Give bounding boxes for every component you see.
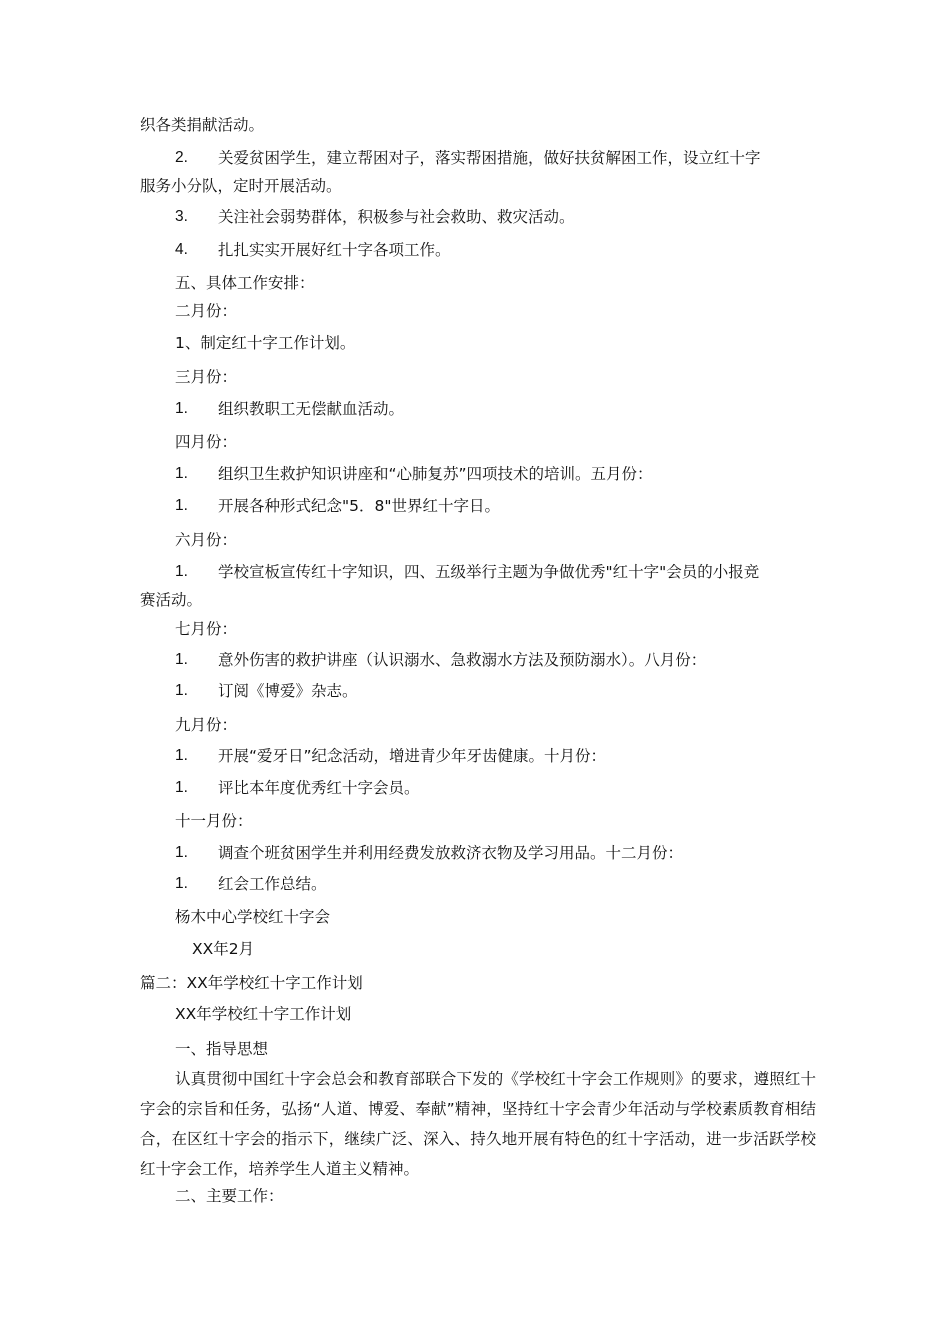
month-heading: 三月份： bbox=[175, 368, 238, 386]
list-item-text: 红会工作总结。 bbox=[218, 875, 327, 893]
document-title: XX年学校红十字工作计划 bbox=[175, 1005, 352, 1023]
list-number: 1. bbox=[175, 844, 188, 861]
list-number: 4. bbox=[175, 241, 188, 258]
list-item-text: 关爱贫困学生，建立帮困对子，落实帮困措施，做好扶贫解困工作，设立红十字 bbox=[218, 149, 761, 167]
section-heading: 二、主要工作： bbox=[175, 1187, 284, 1205]
signature-organization: 杨木中心学校红十字会 bbox=[175, 908, 331, 926]
list-item-text: 关注社会弱势群体，积极参与社会救助、救灾活动。 bbox=[218, 208, 575, 226]
signature-date: XX年2月 bbox=[192, 940, 255, 958]
text-line: 1、制定红十字工作计划。 bbox=[175, 334, 356, 352]
chapter-title: 篇二：XX年学校红十字工作计划 bbox=[140, 974, 363, 992]
list-number: 2. bbox=[175, 149, 188, 166]
list-item-text: 组织教职工无偿献血活动。 bbox=[218, 400, 405, 418]
list-number: 1. bbox=[175, 400, 188, 417]
month-heading: 七月份： bbox=[175, 620, 238, 638]
list-number: 1. bbox=[175, 875, 188, 892]
list-number: 1. bbox=[175, 497, 188, 514]
text-line: 织各类捐献活动。 bbox=[140, 116, 265, 134]
list-item-text: 意外伤害的救护讲座（认识溺水、急救溺水方法及预防溺水）。八月份： bbox=[218, 651, 707, 669]
paragraph: 认真贯彻中国红十字会总会和教育部联合下发的《学校红十字会工作规则》的要求，遵照红十字会的宗旨和任务，弘扬“人道、博爱、奉献”精神，坚持红十字会青少年活动与学校素质教育相结合，在区红十字会的指示下，继续广泛、深入、持久地开展有特色的红十字活动，进一步活跃学校红十字会工作，培养学生人道主义精神。 bbox=[140, 1070, 816, 1178]
section-heading: 五、具体工作安排： bbox=[175, 274, 315, 292]
list-number: 3. bbox=[175, 208, 188, 225]
list-item-text: 学校宣板宣传红十字知识，四、五级举行主题为争做优秀"红十字"会员的小报竞 bbox=[218, 563, 760, 581]
month-heading: 九月份： bbox=[175, 716, 238, 734]
list-item-text: 评比本年度优秀红十字会员。 bbox=[218, 779, 420, 797]
section-heading: 一、指导思想 bbox=[175, 1040, 269, 1058]
text-line: 服务小分队，定时开展活动。 bbox=[140, 177, 342, 195]
list-item-text: 订阅《博爱》杂志。 bbox=[218, 682, 358, 700]
list-item-text: 开展各种形式纪念"5．8"世界红十字日。 bbox=[218, 497, 500, 515]
list-number: 1. bbox=[175, 465, 188, 482]
list-number: 1. bbox=[175, 779, 188, 796]
list-item-text: 开展“爱牙日”纪念活动，增进青少年牙齿健康。十月份： bbox=[218, 747, 607, 765]
list-item-text: 调查个班贫困学生并利用经费发放救济衣物及学习用品。十二月份： bbox=[218, 844, 684, 862]
text-line: 赛活动。 bbox=[140, 591, 203, 609]
month-heading: 十一月份： bbox=[175, 812, 253, 830]
month-heading: 四月份： bbox=[175, 433, 238, 451]
month-heading: 二月份： bbox=[175, 302, 238, 320]
month-heading: 六月份： bbox=[175, 531, 238, 549]
list-number: 1. bbox=[175, 651, 188, 668]
list-item-text: 扎扎实实开展好红十字各项工作。 bbox=[218, 241, 451, 259]
list-number: 1. bbox=[175, 563, 188, 580]
list-number: 1. bbox=[175, 747, 188, 764]
list-item-text: 组织卫生救护知识讲座和“心肺复苏”四项技术的培训。五月份： bbox=[218, 465, 653, 483]
list-number: 1. bbox=[175, 682, 188, 699]
